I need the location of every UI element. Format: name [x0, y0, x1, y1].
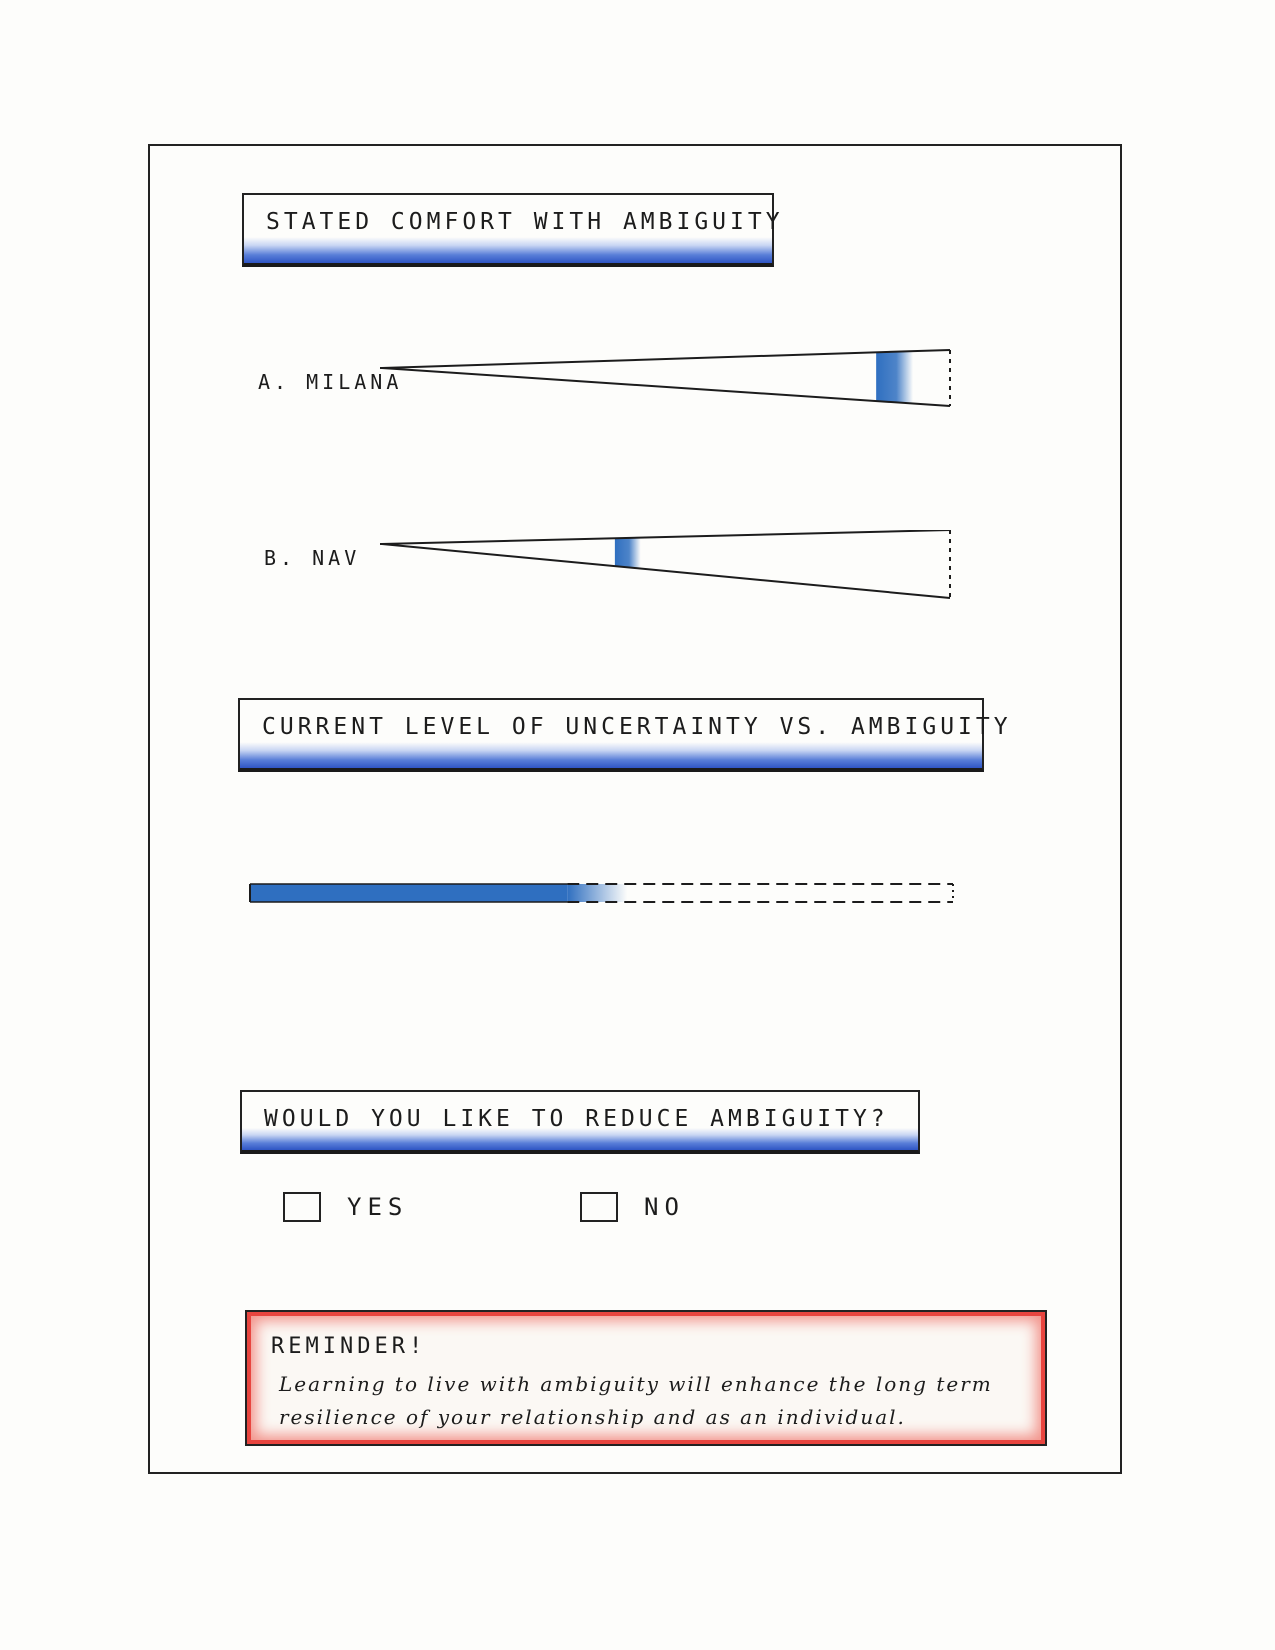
stated-comfort-title: STATED COMFORT WITH AMBIGUITY: [266, 209, 784, 235]
uncertainty-fill-fade: [567, 884, 627, 902]
uncertainty-title: CURRENT LEVEL OF UNCERTAINTY VS. AMBIGUITY: [262, 714, 1012, 740]
person-b-wedge-bottom-edge: [382, 544, 950, 598]
stated-comfort-header: [242, 193, 784, 267]
no-label: NO: [644, 1193, 685, 1221]
yes-checkbox[interactable]: [283, 1192, 321, 1222]
reduce-ambiguity-header: [240, 1090, 920, 1154]
reminder-line-1: Learning to live with ambiguity will enhance the long term: [279, 1372, 993, 1396]
no-checkbox[interactable]: [580, 1192, 618, 1222]
uncertainty-fill: [250, 884, 567, 902]
person-a-comfort-wedge: [380, 348, 1000, 438]
reminder-title: REMINDER!: [271, 1334, 427, 1359]
person-a-wedge-bottom-edge: [382, 368, 950, 406]
person-a-label: A. MILANA: [258, 370, 403, 394]
person-b-comfort-marker: [615, 538, 641, 569]
page-frame: [148, 144, 1122, 1474]
no-option[interactable]: [580, 1192, 685, 1222]
uncertainty-header: [238, 698, 1012, 772]
person-b-label: B. NAV: [264, 546, 361, 570]
reminder-text: [279, 1368, 1019, 1434]
yes-option[interactable]: [283, 1192, 408, 1222]
person-a-wedge-top-edge: [382, 350, 950, 368]
uncertainty-bar: [248, 878, 988, 918]
reduce-ambiguity-question: WOULD YOU LIKE TO REDUCE AMBIGUITY?: [264, 1106, 889, 1132]
reminder-line-2: resilience of your relationship and as an individual.: [279, 1405, 906, 1429]
person-b-wedge-top-edge: [382, 530, 950, 544]
person-a-comfort-marker: [876, 351, 913, 403]
reminder-box: [245, 1310, 1047, 1446]
person-b-comfort-wedge: [380, 530, 1000, 620]
yes-label: YES: [347, 1193, 409, 1221]
